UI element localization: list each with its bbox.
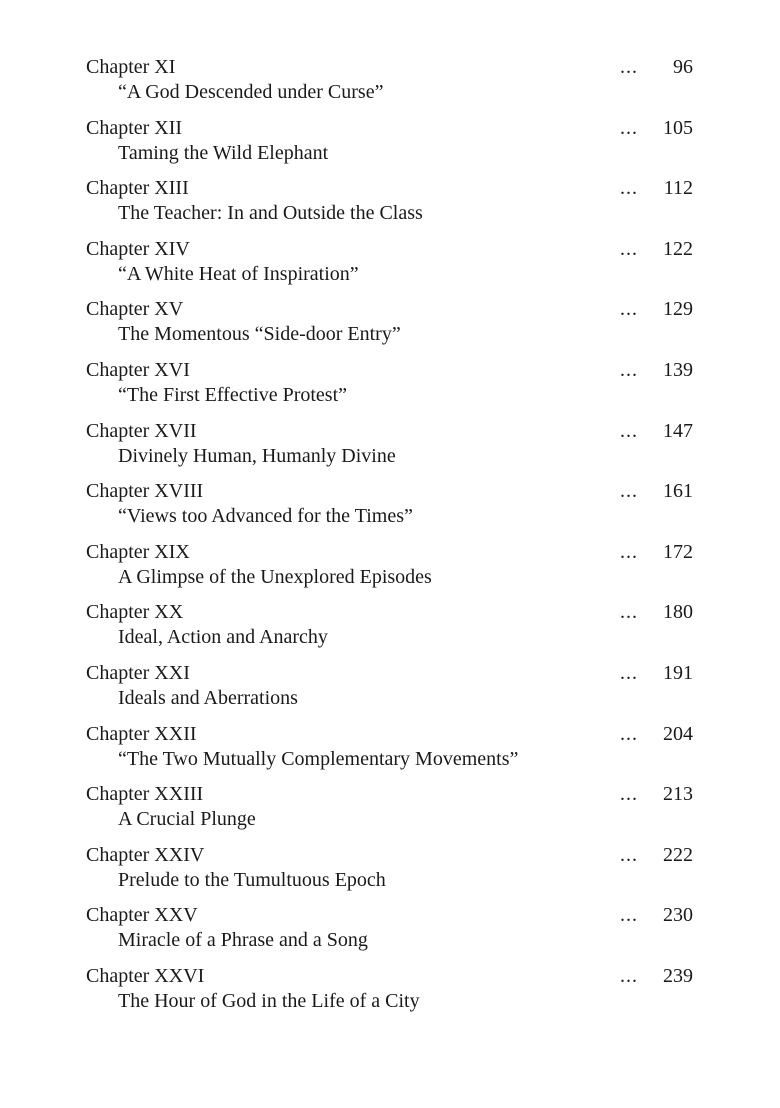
page-number: 191 [663,661,693,684]
page-number: 230 [663,904,693,927]
toc-entry [0,842,780,903]
toc-entry [0,721,780,782]
chapter-number: Chapter XXII [86,722,197,745]
chapter-title: The Hour of God in the Life of a City [118,989,420,1012]
chapter-number: Chapter XIII [86,177,189,200]
chapter-title: “A White Heat of Inspiration” [118,262,359,285]
page-number: 239 [663,964,693,987]
chapter-number: Chapter XX [86,601,184,624]
toc-entry [0,539,780,600]
toc-entry [0,418,780,479]
dot-leader: ... [620,722,638,745]
chapter-title: Prelude to the Tumultuous Epoch [118,868,386,891]
page-number: 122 [663,237,693,260]
page-number: 112 [663,177,693,200]
toc-entry [0,963,780,1024]
toc-entry [0,175,780,236]
dot-leader: ... [620,56,638,78]
chapter-title: Miracle of a Phrase and a Song [118,929,368,952]
page-number: 180 [663,601,693,624]
chapter-number: Chapter XXVI [86,964,205,987]
dot-leader: ... [620,540,638,563]
chapter-title: “The First Effective Protest” [118,383,348,406]
toc-entry [0,236,780,297]
chapter-number: Chapter XVIII [86,480,204,503]
dot-leader: ... [620,177,638,200]
dot-leader: ... [620,904,638,927]
chapter-title: A Glimpse of the Unexplored Episodes [118,565,432,588]
page-number: 222 [663,843,693,866]
chapter-number: Chapter XXIII [86,783,204,806]
dot-leader: ... [620,237,638,260]
toc-entry [0,902,780,963]
page-number: 161 [663,480,693,503]
dot-leader: ... [620,298,638,321]
page-number: 105 [663,116,693,139]
dot-leader: ... [620,783,638,806]
chapter-title: Ideal, Action and Anarchy [118,626,328,649]
page-number: 147 [663,419,693,442]
toc-entry [0,478,780,539]
page-number: 172 [663,540,693,563]
dot-leader: ... [620,843,638,866]
dot-leader: ... [620,358,638,381]
chapter-title: The Momentous “Side-door Entry” [118,323,401,346]
toc-entry [0,781,780,842]
dot-leader: ... [620,480,638,503]
chapter-number: Chapter XV [86,298,184,321]
chapter-title: “A God Descended under Curse” [118,81,384,103]
dot-leader: ... [620,661,638,684]
toc-entry [0,115,780,176]
table-of-contents [0,54,780,1024]
chapter-number: Chapter XIV [86,237,190,260]
page-number: 96 [673,56,693,78]
chapter-number: Chapter XVI [86,358,190,381]
chapter-title: Taming the Wild Elephant [118,141,329,164]
page-number: 139 [663,358,693,381]
chapter-number: Chapter XI [86,56,176,78]
dot-leader: ... [620,601,638,624]
toc-entry [0,357,780,418]
toc-entry [0,660,780,721]
chapter-number: Chapter XIX [86,540,190,563]
chapter-title: Divinely Human, Humanly Divine [118,444,396,467]
dot-leader: ... [620,964,638,987]
toc-entry [0,599,780,660]
toc-entry [0,54,780,115]
page-number: 129 [663,298,693,321]
dot-leader: ... [620,419,638,442]
chapter-title: “Views too Advanced for the Times” [118,505,413,528]
chapter-title: The Teacher: In and Outside the Class [118,202,423,225]
page-number: 213 [663,783,693,806]
chapter-title: Ideals and Aberrations [118,686,298,709]
chapter-number: Chapter XXIV [86,843,205,866]
toc-entry [0,296,780,357]
chapter-number: Chapter XII [86,116,183,139]
chapter-number: Chapter XXI [86,661,190,684]
chapter-title: A Crucial Plunge [118,808,256,831]
page-number: 204 [663,722,693,745]
chapter-number: Chapter XXV [86,904,198,927]
chapter-title: “The Two Mutually Complementary Movements” [118,747,519,770]
chapter-number: Chapter XVII [86,419,197,442]
dot-leader: ... [620,116,638,139]
